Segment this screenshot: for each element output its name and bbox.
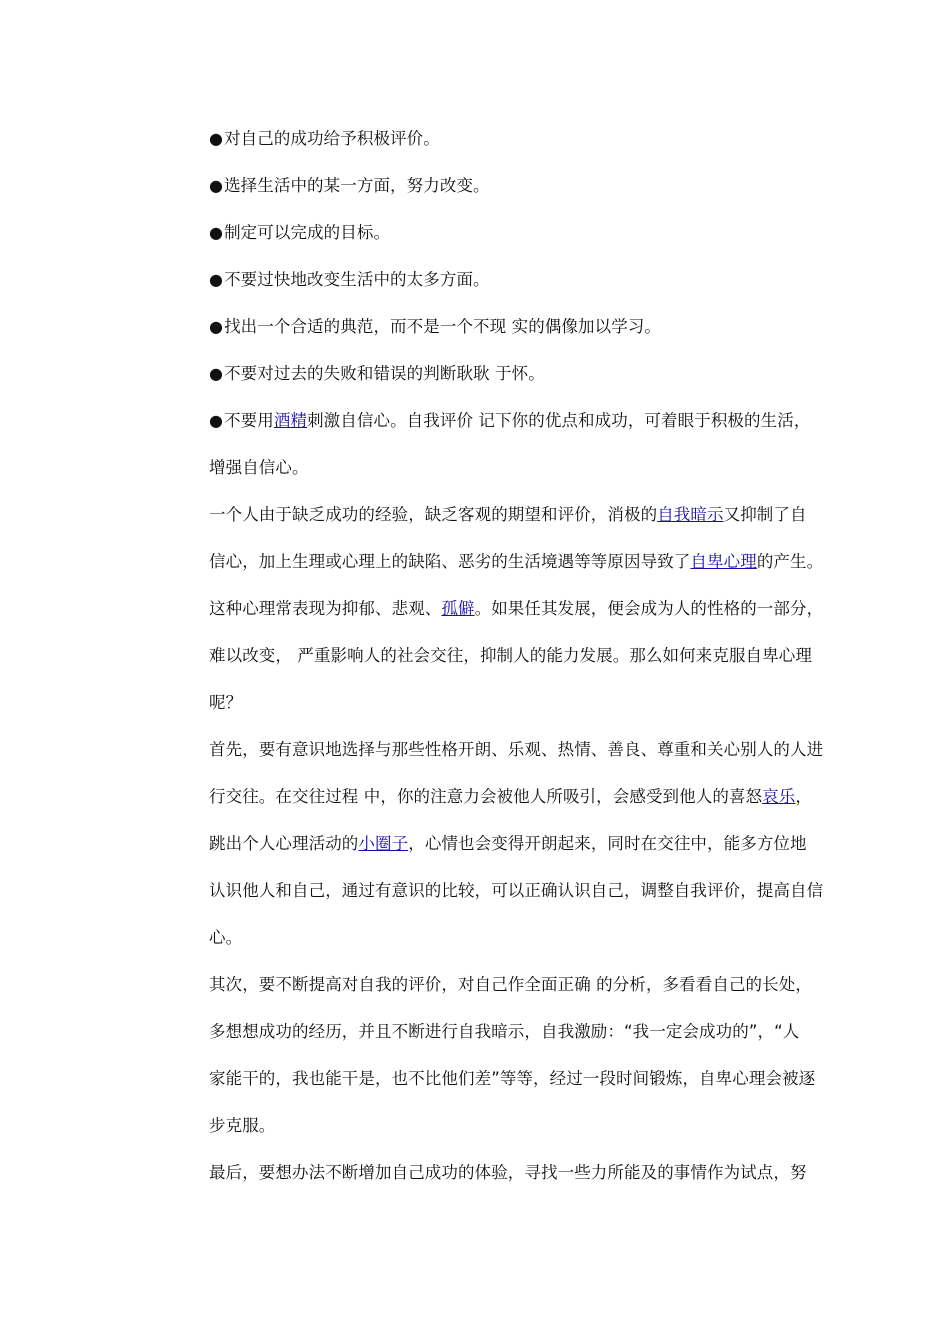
bullet-icon: ● bbox=[209, 411, 224, 430]
link-sorrow-joy[interactable]: 哀乐 bbox=[762, 787, 796, 806]
bullet-item bbox=[209, 162, 819, 209]
paragraph-line: 其次，要不断提高对自我的评价，对自己作全面正确 的分析，多看看自己的长处， bbox=[209, 975, 812, 994]
text-span: 。如果任其发展，便会成为人的性格的一部分， bbox=[474, 599, 824, 618]
bullet-item bbox=[209, 397, 819, 444]
text-span: ， bbox=[795, 787, 812, 806]
paragraph-line bbox=[209, 538, 824, 585]
text-span: ，心情也会变得开朗起来，同时在交往中，能多方位地 bbox=[408, 834, 807, 853]
paragraph-line: 难以改变， 严重影响人的社会交往，抑制人的能力发展。那么如何来克服自卑心理 bbox=[209, 646, 812, 665]
bullet-text: 选择生活中的某一方面，努力改变。 bbox=[224, 176, 490, 195]
bullet-icon: ● bbox=[209, 223, 224, 242]
bullet-item bbox=[209, 303, 819, 350]
paragraph-line: 心。 bbox=[209, 928, 243, 947]
bullet-text: 找出一个合适的典范，而不是一个不现 实的偶像加以学习。 bbox=[224, 317, 662, 336]
bullet-text: 不要过快地改变生活中的太多方面。 bbox=[224, 270, 490, 289]
text-span: 行交往。在交往过程 中，你的注意力会被他人所吸引，会感受到他人的喜怒 bbox=[209, 787, 763, 806]
bullet-item bbox=[209, 115, 819, 162]
link-reclusive[interactable]: 孤僻 bbox=[441, 599, 475, 618]
link-inferiority[interactable]: 自卑心理 bbox=[690, 552, 757, 571]
text-span: 这种心理常表现为抑郁、悲观、 bbox=[209, 599, 442, 618]
paragraph-line: 认识他人和自己，通过有意识的比较，可以正确认识自己，调整自我评价，提高自信 bbox=[209, 881, 824, 900]
bullet-text: 制定可以完成的目标。 bbox=[224, 223, 391, 242]
bullet-continuation: 增强自信心。 bbox=[209, 458, 309, 477]
bullet-item bbox=[209, 209, 819, 256]
text-span: 跳出个人心理活动的 bbox=[209, 834, 359, 853]
link-self-suggestion[interactable]: 自我暗示 bbox=[657, 505, 724, 524]
text-span: 一个人由于缺乏成功的经验，缺乏客观的期望和评价，消极的 bbox=[209, 505, 658, 524]
paragraph-line: 多想想成功的经历，并且不断进行自我暗示，自我激励：“我一定会成功的”，“人 bbox=[209, 1022, 800, 1041]
paragraph-line: 最后，要想办法不断增加自己成功的体验，寻找一些力所能及的事情作为试点，努 bbox=[209, 1163, 807, 1182]
text-span: 的产生。 bbox=[756, 552, 824, 571]
text-span: 信心，加上生理或心理上的缺陷、恶劣的生活境遇等等原因导致了 bbox=[209, 552, 691, 571]
bullet-icon: ● bbox=[209, 270, 224, 289]
paragraph-line: 步克服。 bbox=[209, 1116, 276, 1135]
paragraph-line bbox=[209, 773, 819, 820]
paragraph-line bbox=[209, 820, 819, 867]
paragraph-line bbox=[209, 585, 824, 632]
paragraph-line: 首先，要有意识地选择与那些性格开朗、乐观、热情、善良、尊重和关心别人的人进 bbox=[209, 740, 824, 759]
bullet-text: 对自己的成功给予积极评价。 bbox=[224, 129, 440, 148]
paragraph-line bbox=[209, 491, 819, 538]
document-body bbox=[209, 115, 824, 1196]
bullet-item bbox=[209, 350, 819, 397]
link-alcohol[interactable]: 酒精 bbox=[273, 411, 308, 430]
bullet-text: 不要用 bbox=[224, 411, 274, 430]
bullet-icon: ● bbox=[209, 176, 224, 195]
paragraph-line: 呢？ bbox=[209, 693, 243, 712]
bullet-text: 不要对过去的失败和错误的判断耿耿 于怀。 bbox=[224, 364, 545, 383]
bullet-text: 刺激自信心。自我评价 记下你的优点和成功，可着眼于积极的生活， bbox=[307, 411, 811, 430]
paragraph-line: 家能干的，我也能干是，也不比他们差”等等，经过一段时间锻炼，自卑心理会被逐 bbox=[209, 1069, 816, 1088]
bullet-item bbox=[209, 256, 819, 303]
link-small-circle[interactable]: 小圈子 bbox=[358, 834, 409, 853]
bullet-icon: ● bbox=[209, 129, 224, 148]
bullet-icon: ● bbox=[209, 317, 224, 336]
text-span: 又抑制了自 bbox=[723, 505, 807, 524]
bullet-icon: ● bbox=[209, 364, 224, 383]
